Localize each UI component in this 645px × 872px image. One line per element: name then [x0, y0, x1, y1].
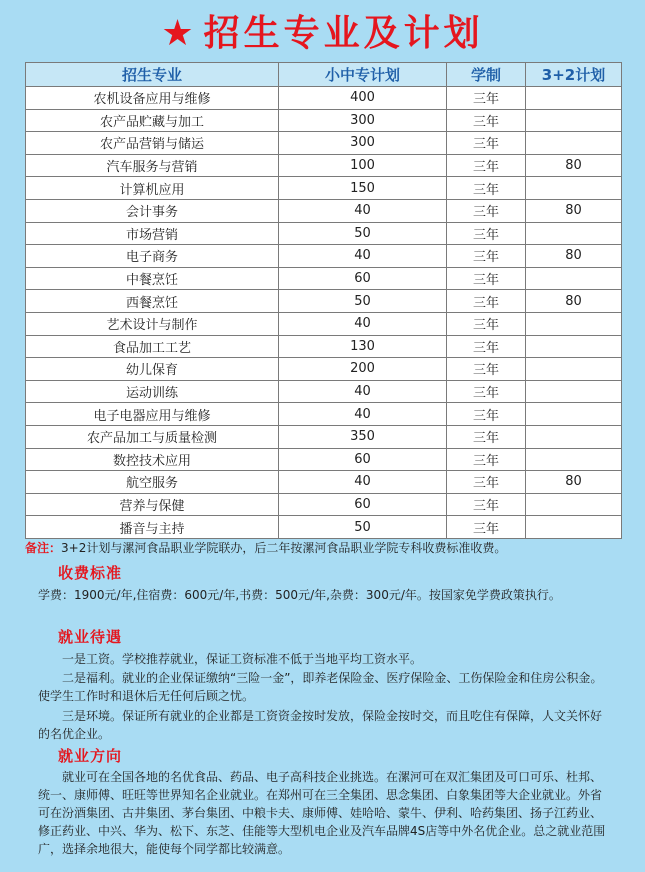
cell-3plus2-plan: [526, 222, 622, 245]
table-row: [26, 109, 622, 132]
cell-major: 电子商务: [26, 245, 279, 268]
cell-3plus2-plan: [526, 132, 622, 155]
cell-3plus2-plan: [526, 87, 622, 110]
cell-3plus2-plan: [526, 403, 622, 426]
remark-colon: ：: [49, 541, 62, 555]
cell-duration: 三年: [447, 358, 526, 381]
cell-duration: 三年: [447, 425, 526, 448]
cell-duration: 三年: [447, 245, 526, 268]
cell-secondary-plan: 300: [279, 132, 447, 155]
employment-wages: 一是工资。学校推荐就业，保证工资标准不低于当地平均工资水平。: [62, 652, 423, 666]
table-row: [26, 222, 622, 245]
cell-major: 艺术设计与制作: [26, 312, 279, 335]
cell-3plus2-plan: 80: [526, 471, 622, 494]
cell-secondary-plan: 60: [279, 448, 447, 471]
fees-text: 学费：1900元/年,住宿费：600元/年,书费：500元/年,杂费：300元/年。按国家免学费政策执行。: [38, 588, 561, 602]
cell-duration: 三年: [447, 109, 526, 132]
table-row: [26, 132, 622, 155]
cell-major: 汽车服务与营销: [26, 154, 279, 177]
cell-major: 营养与保健: [26, 493, 279, 516]
cell-secondary-plan: 40: [279, 245, 447, 268]
table-row: [26, 87, 622, 110]
fees-heading: 收费标准: [58, 564, 123, 582]
cell-duration: 三年: [447, 199, 526, 222]
star-icon: ★: [161, 13, 198, 54]
cell-secondary-plan: 40: [279, 471, 447, 494]
header-duration: 学制: [447, 63, 526, 87]
cell-major: 播音与主持: [26, 516, 279, 539]
cell-major: 市场营销: [26, 222, 279, 245]
cell-secondary-plan: 300: [279, 109, 447, 132]
cell-major: 农产品贮藏与加工: [26, 109, 279, 132]
cell-3plus2-plan: [526, 335, 622, 358]
cell-duration: 三年: [447, 516, 526, 539]
remark-text: 3+2计划与漯河食品职业学院联办，后二年按漯河食品职业学院专科收费标准收费。: [61, 541, 507, 555]
table-body: [26, 87, 622, 539]
direction-heading: 就业方向: [58, 747, 123, 765]
cell-duration: 三年: [447, 448, 526, 471]
table-row: [26, 267, 622, 290]
cell-3plus2-plan: [526, 380, 622, 403]
cell-3plus2-plan: 80: [526, 245, 622, 268]
table-header-row: [26, 63, 622, 87]
page-title-text: 招生专业及计划: [203, 13, 484, 54]
cell-major: 会计事务: [26, 199, 279, 222]
cell-major: 数控技术应用: [26, 448, 279, 471]
cell-major: 电子电器应用与维修: [26, 403, 279, 426]
cell-duration: 三年: [447, 290, 526, 313]
cell-secondary-plan: 100: [279, 154, 447, 177]
cell-secondary-plan: 350: [279, 425, 447, 448]
cell-secondary-plan: 60: [279, 493, 447, 516]
table-row: [26, 358, 622, 381]
cell-3plus2-plan: 80: [526, 290, 622, 313]
cell-major: 农产品营销与储运: [26, 132, 279, 155]
cell-duration: 三年: [447, 471, 526, 494]
table-row: [26, 425, 622, 448]
table-row: [26, 335, 622, 358]
cell-3plus2-plan: [526, 177, 622, 200]
cell-major: 计算机应用: [26, 177, 279, 200]
cell-secondary-plan: 40: [279, 199, 447, 222]
enrollment-plan-table: [25, 62, 622, 539]
cell-secondary-plan: 150: [279, 177, 447, 200]
cell-secondary-plan: 40: [279, 312, 447, 335]
table-row: [26, 154, 622, 177]
direction-text: 就业可在全国各地的名优食品、药品、电子高科技企业挑选。在漯河可在双汇集团及可口可乐、杜邦、统一、康师傅、旺旺等世界知名企业就业。在郑州可在三全集团、思念集团、白象集团等大企业就业。外省可在汾酒集团、古井集团、茅台集团、中粮卡夫、康师傅、娃哈哈、蒙牛、伊利、哈药集团、扬子江药业、修正药业、中兴、华为、松下、东芝、佳能等大型机电企业及汽车品牌4S店等中外名优企业。总之就业范围广，选择余地很大，能使每个同学都比较满意。: [38, 770, 606, 856]
table-row: [26, 177, 622, 200]
cell-secondary-plan: 200: [279, 358, 447, 381]
cell-duration: 三年: [447, 403, 526, 426]
cell-major: 农产品加工与质量检测: [26, 425, 279, 448]
cell-duration: 三年: [447, 267, 526, 290]
cell-secondary-plan: 40: [279, 380, 447, 403]
table-row: [26, 199, 622, 222]
cell-3plus2-plan: [526, 516, 622, 539]
cell-secondary-plan: 40: [279, 403, 447, 426]
cell-secondary-plan: 400: [279, 87, 447, 110]
cell-secondary-plan: 60: [279, 267, 447, 290]
cell-major: 食品加工工艺: [26, 335, 279, 358]
cell-major: 西餐烹饪: [26, 290, 279, 313]
cell-3plus2-plan: [526, 448, 622, 471]
cell-major: 中餐烹饪: [26, 267, 279, 290]
cell-3plus2-plan: 80: [526, 154, 622, 177]
cell-duration: 三年: [447, 222, 526, 245]
cell-duration: 三年: [447, 380, 526, 403]
table-row: [26, 312, 622, 335]
table-row: [26, 448, 622, 471]
cell-duration: 三年: [447, 493, 526, 516]
table-row: [26, 290, 622, 313]
table-row: [26, 380, 622, 403]
cell-3plus2-plan: [526, 109, 622, 132]
cell-duration: 三年: [447, 132, 526, 155]
cell-secondary-plan: 50: [279, 222, 447, 245]
cell-major: 幼儿保育: [26, 358, 279, 381]
page-title: [0, 0, 645, 58]
employment-heading: 就业待遇: [58, 628, 123, 646]
table-row: [26, 403, 622, 426]
cell-3plus2-plan: [526, 312, 622, 335]
cell-3plus2-plan: [526, 358, 622, 381]
header-major: 招生专业: [26, 63, 279, 87]
cell-duration: 三年: [447, 87, 526, 110]
header-3plus2-plan: 3+2计划: [526, 63, 622, 87]
cell-major: 运动训练: [26, 380, 279, 403]
cell-3plus2-plan: [526, 267, 622, 290]
header-secondary-plan: 小中专计划: [279, 63, 447, 87]
cell-duration: 三年: [447, 335, 526, 358]
cell-major: 农机设备应用与维修: [26, 87, 279, 110]
table-row: [26, 471, 622, 494]
cell-secondary-plan: 50: [279, 516, 447, 539]
employment-environment: 三是环境。保证所有就业的企业都是工资资金按时发放，保险金按时交，而且吃住有保障，人文关怀好的名优企业。: [38, 709, 603, 741]
cell-secondary-plan: 130: [279, 335, 447, 358]
cell-duration: 三年: [447, 312, 526, 335]
cell-duration: 三年: [447, 154, 526, 177]
cell-major: 航空服务: [26, 471, 279, 494]
cell-3plus2-plan: [526, 425, 622, 448]
remark-label: 备注: [25, 541, 50, 555]
cell-3plus2-plan: 80: [526, 199, 622, 222]
cell-secondary-plan: 50: [279, 290, 447, 313]
table-row: [26, 493, 622, 516]
employment-benefits: 二是福利。就业的企业保证缴纳“三险一金”，即养老保险金、医疗保险金、工伤保险金和住房公积金。使学生工作时和退休后无任何后顾之忧。: [38, 671, 603, 703]
remark-note: [25, 539, 625, 556]
table-row: [26, 245, 622, 268]
cell-3plus2-plan: [526, 493, 622, 516]
cell-duration: 三年: [447, 177, 526, 200]
table-row: [26, 516, 622, 539]
